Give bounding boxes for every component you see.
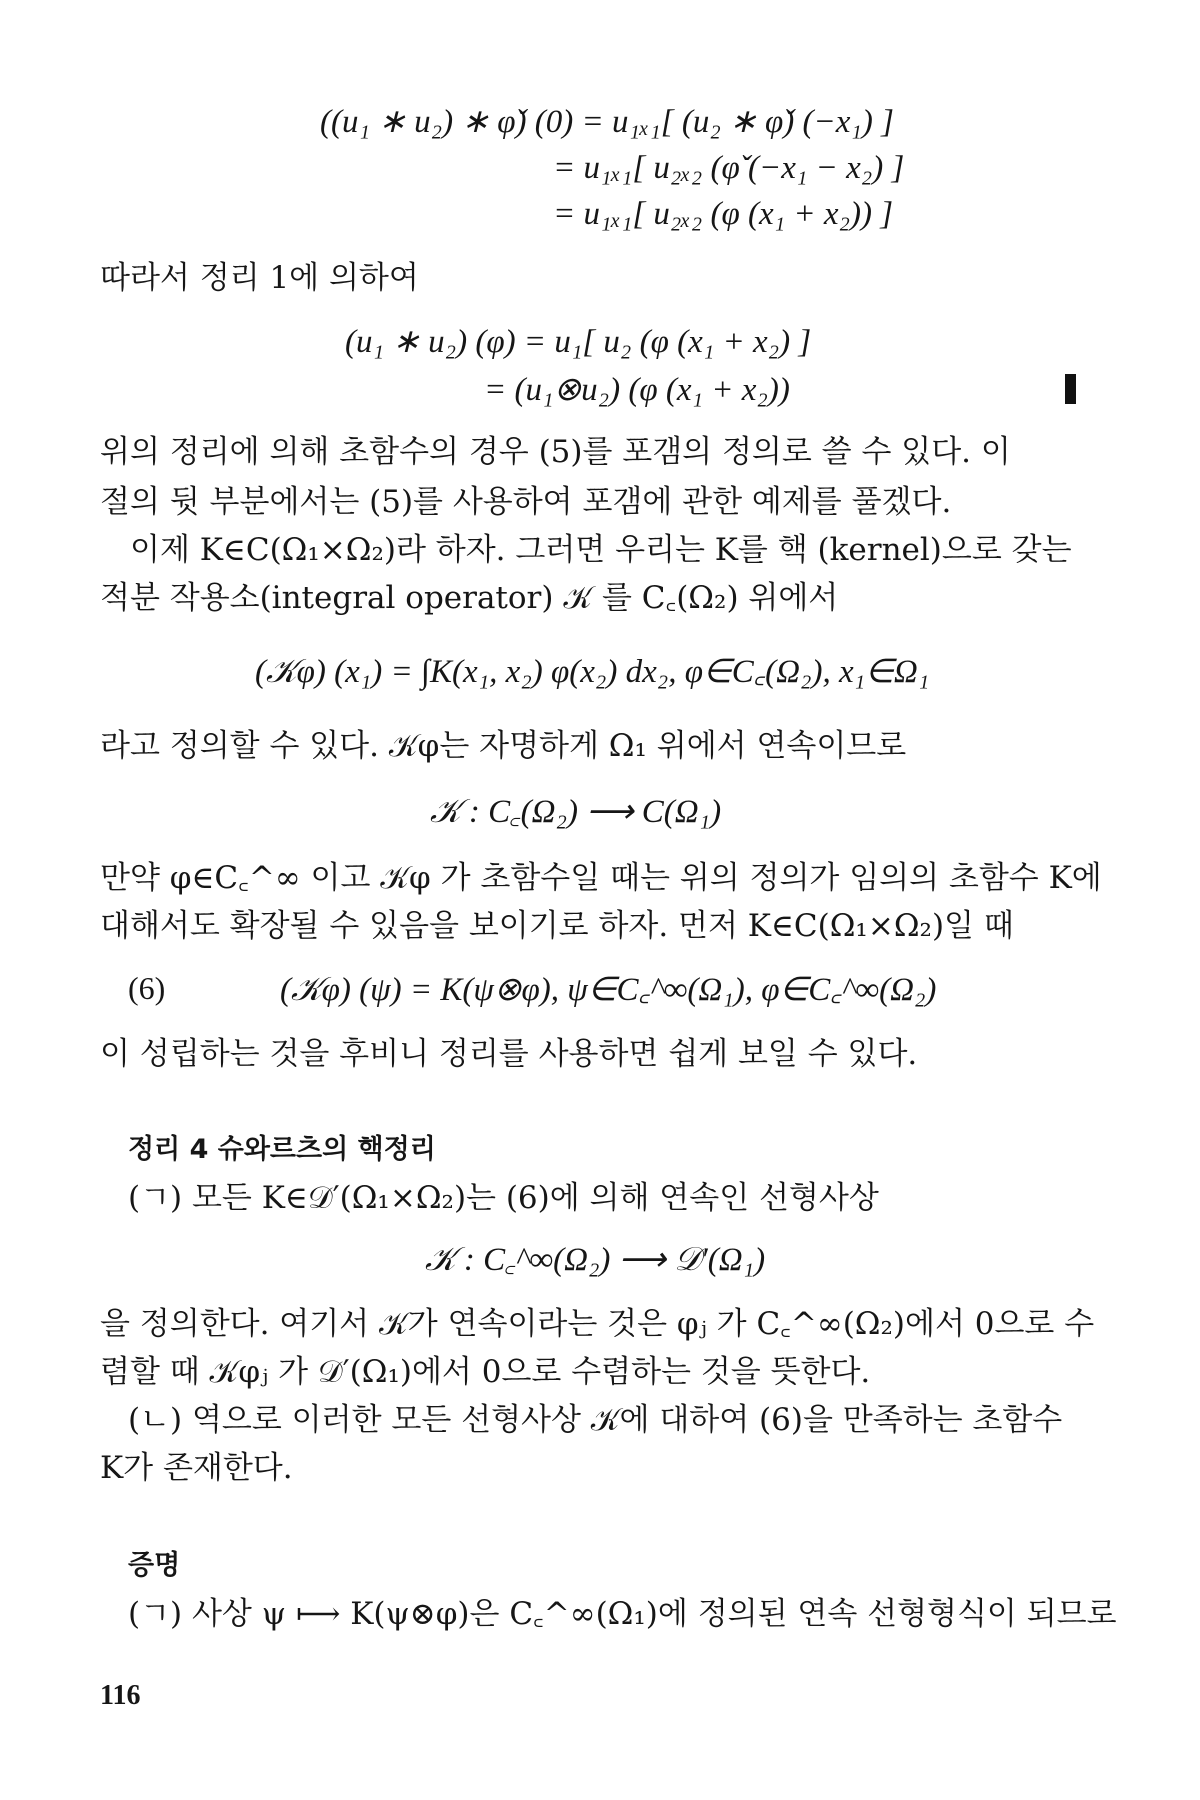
equation-integral-operator: (𝒦φ) (x₁) = ∫K(x₁, x₂) φ(x₂) dx₂, φ∈C꜀(Ω₂), x₁∈Ω₁ (255, 654, 930, 690)
theorem-4-part-a-continued-line-1: 을 정의한다. 여기서 𝒦가 연속이라는 것은 φⱼ 가 C꜀^∞(Ω₂)에서 0으로 수 (100, 1306, 1095, 1342)
theorem-4-part-b-line-1: (ㄴ) 역으로 이러한 모든 선형사상 𝒦에 대하여 (6)을 만족하는 초함수 (128, 1402, 1063, 1438)
theorem-4-part-a: (ㄱ) 모든 K∈𝒟′(Ω₁×Ω₂)는 (6)에 의해 연속인 선형사상 (128, 1180, 879, 1216)
paragraph-by-theorem-1: 따라서 정리 1에 의하여 (100, 260, 419, 296)
equation-number-6: (6) (128, 970, 166, 1006)
equation-6: (𝒦φ) (ψ) = K(ψ⊗φ), ψ∈C꜀^∞(Ω₁), φ∈C꜀^∞(Ω₂) (280, 972, 937, 1008)
paragraph-convolution-definition-line-1: 위의 정리에 의해 초함수의 경우 (5)를 포갬의 정의로 쓸 수 있다. 이 (100, 434, 1011, 470)
paragraph-fubini: 이 성립하는 것을 후비니 정리를 사용하면 쉽게 보일 수 있다. (100, 1036, 918, 1072)
equation-convolution-line-4: (u₁ ∗ u₂) (φ) = u₁[ u₂ (φ (x₁ + x₂) ] (345, 324, 812, 360)
equation-convolution-line-3: = u₁ₓ₁[ u₂ₓ₂ (φ (x₁ + x₂)) ] (553, 196, 894, 232)
equation-convolution-line-5: = (u₁⊗u₂) (φ (x₁ + x₂)) (484, 372, 790, 408)
theorem-4-part-a-continued-line-2: 렴할 때 𝒦φⱼ 가 𝒟′(Ω₁)에서 0으로 수렴하는 것을 뜻한다. (100, 1354, 871, 1390)
theorem-4-part-b-line-2: K가 존재한다. (100, 1450, 293, 1486)
equation-convolution-line-1: ((u₁ ∗ u₂) ∗ φ̌) (0) = u₁ₓ₁[ (u₂ ∗ φ̌) (−x₁) ] (320, 104, 894, 140)
equation-map-continuous: 𝒦 : C꜀(Ω₂) ⟶ C(Ω₁) (430, 794, 722, 830)
equation-convolution-line-2: = u₁ₓ₁[ u₂ₓ₂ (φ̌ (−x₁ − x₂) ] (553, 150, 905, 186)
equation-map-distribution: 𝒦 : C꜀^∞(Ω₂) ⟶ 𝒟′(Ω₁) (425, 1242, 766, 1278)
paragraph-convolution-definition-line-2: 절의 뒷 부분에서는 (5)를 사용하여 포갬에 관한 예제를 풀겠다. (100, 484, 952, 520)
paragraph-extension-line-2: 대해서도 확장될 수 있음을 보이기로 하자. 먼저 K∈C(Ω₁×Ω₂)일 때 (100, 908, 1014, 944)
paragraph-kernel-line-1: 이제 K∈C(Ω₁×Ω₂)라 하자. 그러면 우리는 K를 핵 (kernel)으로 갖는 (130, 532, 1072, 568)
theorem-4-title: 정리 4 슈와르츠의 핵정리 (128, 1134, 436, 1165)
page-number: 116 (100, 1680, 141, 1711)
paragraph-kernel-line-2: 적분 작용소(integral operator) 𝒦 를 C꜀(Ω₂) 위에서 (100, 580, 839, 616)
paragraph-continuity: 라고 정의할 수 있다. 𝒦φ는 자명하게 Ω₁ 위에서 연속이므로 (100, 728, 907, 764)
proof-part-a: (ㄱ) 사상 ψ ⟼ K(ψ⊗φ)은 C꜀^∞(Ω₁)에 정의된 연속 선형형식이 되므로 (128, 1596, 1117, 1632)
proof-title: 증명 (128, 1550, 181, 1581)
qed-mark (1065, 374, 1076, 404)
paragraph-extension-line-1: 만약 φ∈C꜀^∞ 이고 𝒦φ 가 초함수일 때는 위의 정의가 임의의 초함수 K에 (100, 860, 1102, 896)
